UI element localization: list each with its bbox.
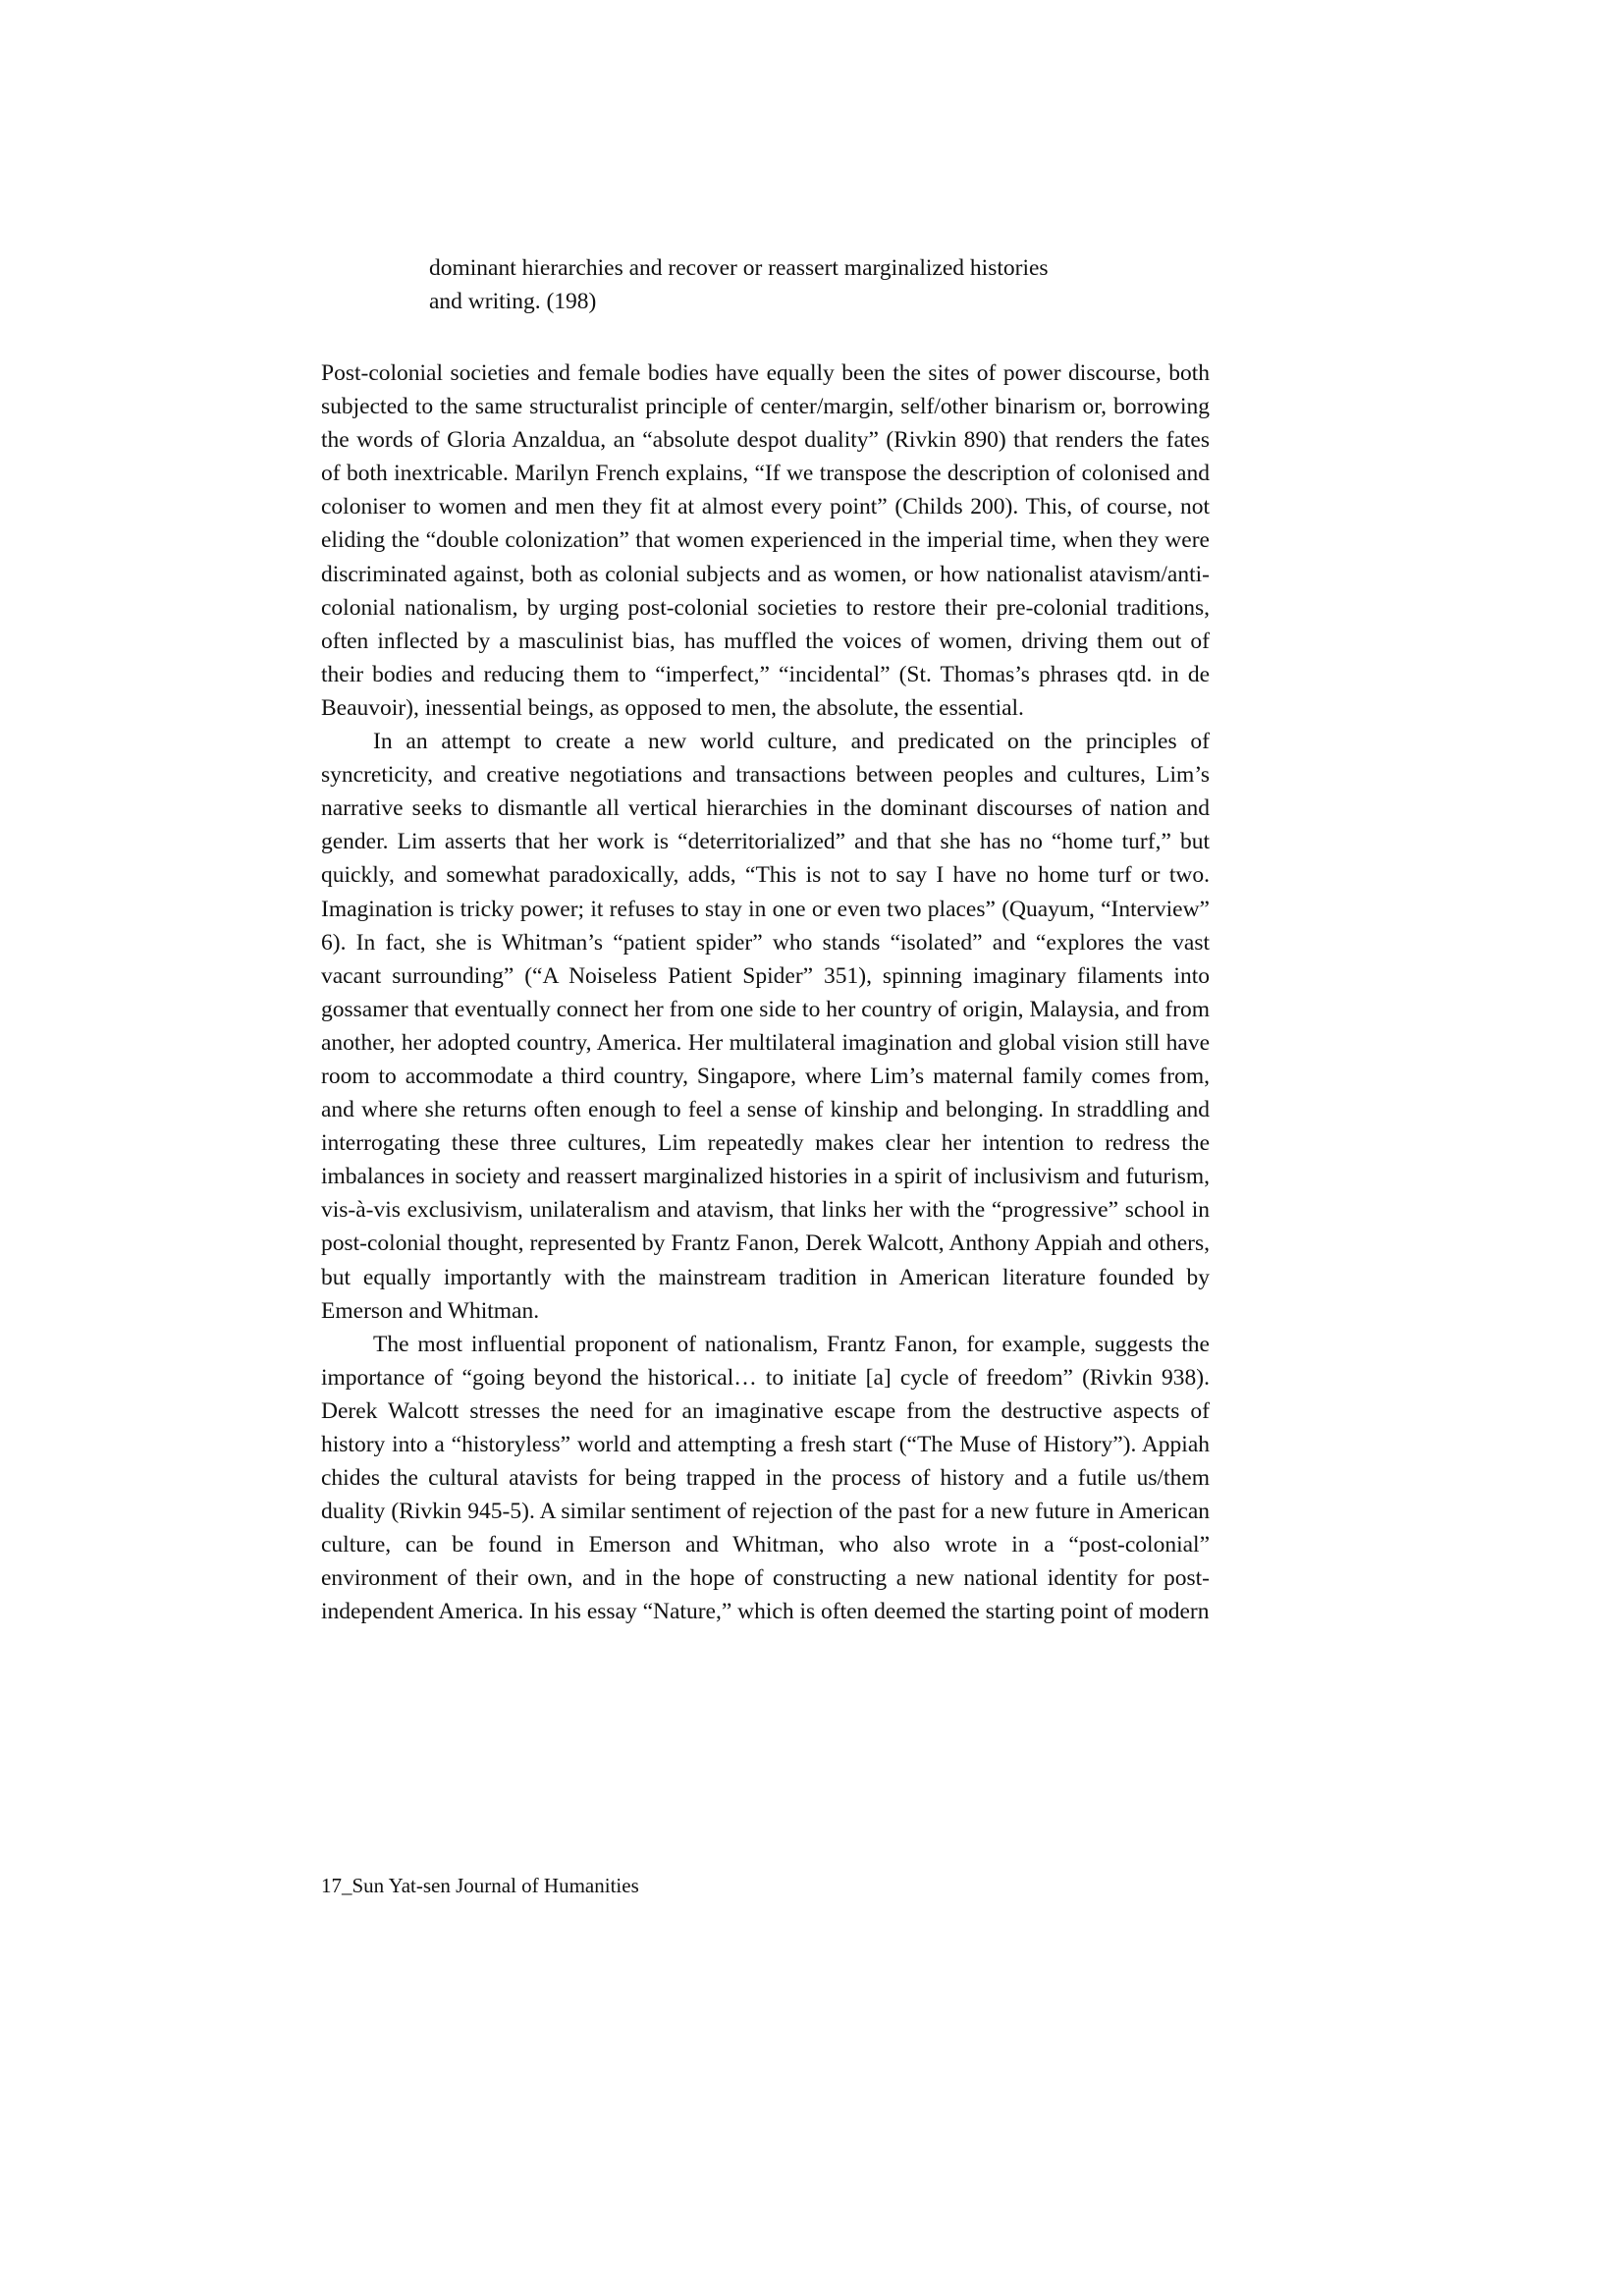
- paragraph-3: The most influential proponent of nationalism, Frantz Fanon, for example, suggests the importance of “going beyond the historical… to initiate [a] cycle of freedom” (Rivkin 938). Derek Walcott stresses the need for an imaginative escape from the destructive aspects of history into a “historyless” world and attempting a fresh start (“The Muse of History”). Appiah chides the cultural atavists for being trapped in the process of history and a futile us/them duality (Rivkin 945-5). A similar sentiment of rejection of the past for a new future in American culture, can be found in Emerson and Whitman, who also wrote in a “post-colonial” environment of their own, and in the hope of constructing a new national identity for post-independent America. In his essay “Nature,” which is often deemed the starting point of modern: [321, 1331, 1210, 1625]
- block-quote-line: and writing. (198): [429, 289, 597, 314]
- body-text: [321, 356, 1210, 1629]
- page-footer: 17_Sun Yat-sen Journal of Humanities: [321, 1874, 639, 1897]
- block-quote: [429, 251, 1215, 318]
- paragraph-1: Post-colonial societies and female bodies have equally been the sites of power discourse, both subjected to the same structuralist principle of center/margin, self/other binarism or, borrowing the words of Gloria Anzaldua, an “absolute despot duality” (Rivkin 890) that renders the fates of both inextricable. Marilyn French explains, “If we transpose the description of colonised and coloniser to women and men they fit at almost every point” (Childs 200). This, of course, not eliding the “double colonization” that women experienced in the imperial time, when they were discriminated against, both as colonial subjects and as women, or how nationalist atavism/anti-colonial nationalism, by urging post-colonial societies to restore their pre-colonial traditions, often inflected by a masculinist bias, has muffled the voices of women, driving them out of their bodies and reducing them to “imperfect,” “incidental” (St. Thomas’s phrases qtd. in de Beauvoir), inessential beings, as opposed to men, the absolute, the essential.: [321, 360, 1210, 721]
- block-quote-line: dominant hierarchies and recover or reassert marginalized histories: [429, 255, 1049, 281]
- paragraph-2: In an attempt to create a new world culture, and predicated on the principles of syncreticity, and creative negotiations and transactions between peoples and cultures, Lim’s narrative seeks to dismantle all vertical hierarchies in the dominant discourses of nation and gender. Lim asserts that her work is “deterritorialized” and that she has no “home turf,” but quickly, and somewhat paradoxically, adds, “This is not to say I have no home turf or two. Imagination is tricky power; it refuses to stay in one or even two places” (Quayum, “Interview” 6). In fact, she is Whitman’s “patient spider” who stands “isolated” and “explores the vast vacant surrounding” (“A Noiseless Patient Spider” 351), spinning imaginary filaments into gossamer that eventually connect her from one side to her country of origin, Malaysia, and from another, her adopted country, America. Her multilateral imagination and global vision still have room to accommodate a third country, Singapore, where Lim’s maternal family comes from, and where she returns often enough to feel a sense of kinship and belonging. In straddling and interrogating these three cultures, Lim repeatedly makes clear her intention to redress the imbalances in society and reassert marginalized histories in a spirit of inclusivism and futurism, vis-à-vis exclusivism, unilateralism and atavism, that links her with the “progressive” school in post-colonial thought, represented by Frantz Fanon, Derek Walcott, Anthony Appiah and others, but equally importantly with the mainstream tradition in American literature founded by Emerson and Whitman.: [321, 729, 1210, 1324]
